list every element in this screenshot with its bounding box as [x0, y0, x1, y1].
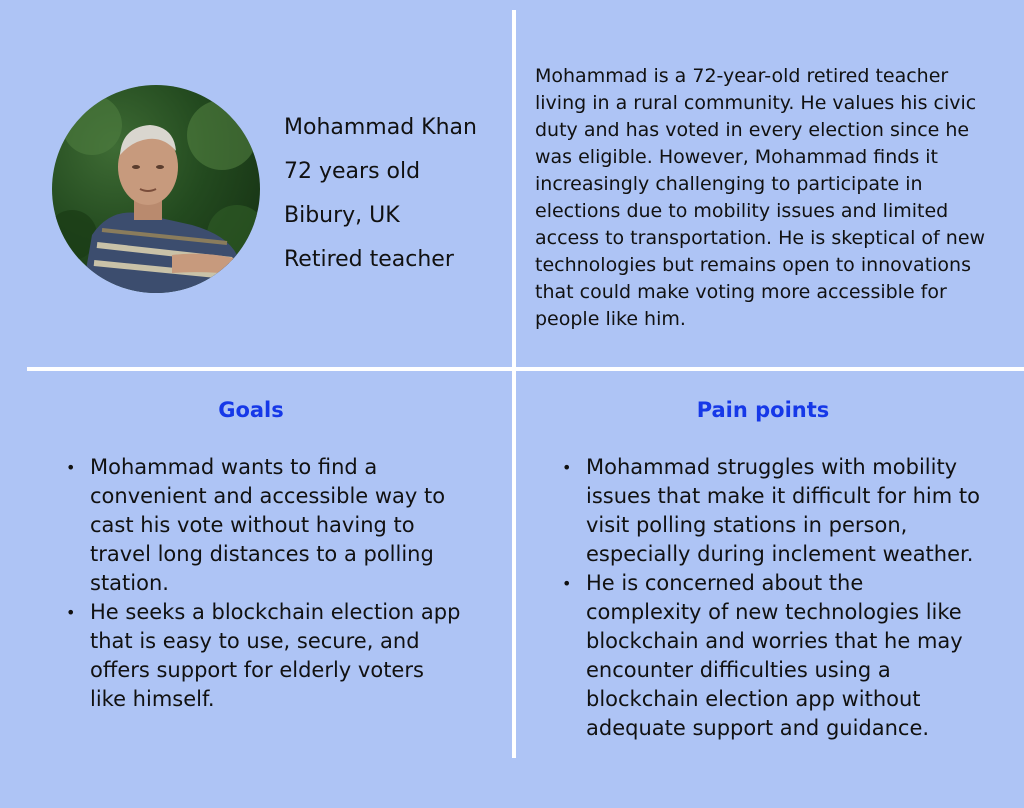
persona-location: Bibury, UK [284, 203, 400, 228]
persona-bio: Mohammad is a 72-year-old retired teacher living in a rural community. He values his civic duty and has voted in every election since he was eligible. However, Mohammad finds it increasingly challenging to participate in elections due to mobility issues and limited access to transportation. He is skeptical of new technologies but remains open to innovations that could make voting more accessible for people like him. [535, 65, 986, 330]
vertical-divider [512, 10, 516, 758]
list-item: • He is concerned about the complexity of new technologies like blockchain and worries that he may encounter difficulties using a blockchain election app without adequate support and guidance. [562, 569, 982, 743]
persona-photo [52, 85, 260, 293]
list-item: • Mohammad wants to find a convenient and accessible way to cast his vote without having to travel long distances to a polling station. [66, 453, 466, 598]
list-item: • Mohammad struggles with mobility issues that make it difficult for him to visit polling stations in person, especially during inclement weather. [562, 453, 982, 569]
horizontal-divider [27, 367, 1024, 371]
list-item: • He seeks a blockchain election app that is easy to use, secure, and offers support for elderly voters like himself. [66, 598, 466, 714]
pain-points-heading: Pain points [696, 398, 830, 422]
pain-points-list [562, 453, 982, 743]
persona-name: Mohammad Khan [284, 115, 477, 140]
persona-info [284, 106, 477, 282]
avatar [52, 85, 260, 293]
persona-occupation: Retired teacher [284, 247, 454, 272]
goals-list [66, 453, 466, 714]
persona-age: 72 years old [284, 159, 421, 184]
goals-heading: Goals [218, 398, 284, 422]
